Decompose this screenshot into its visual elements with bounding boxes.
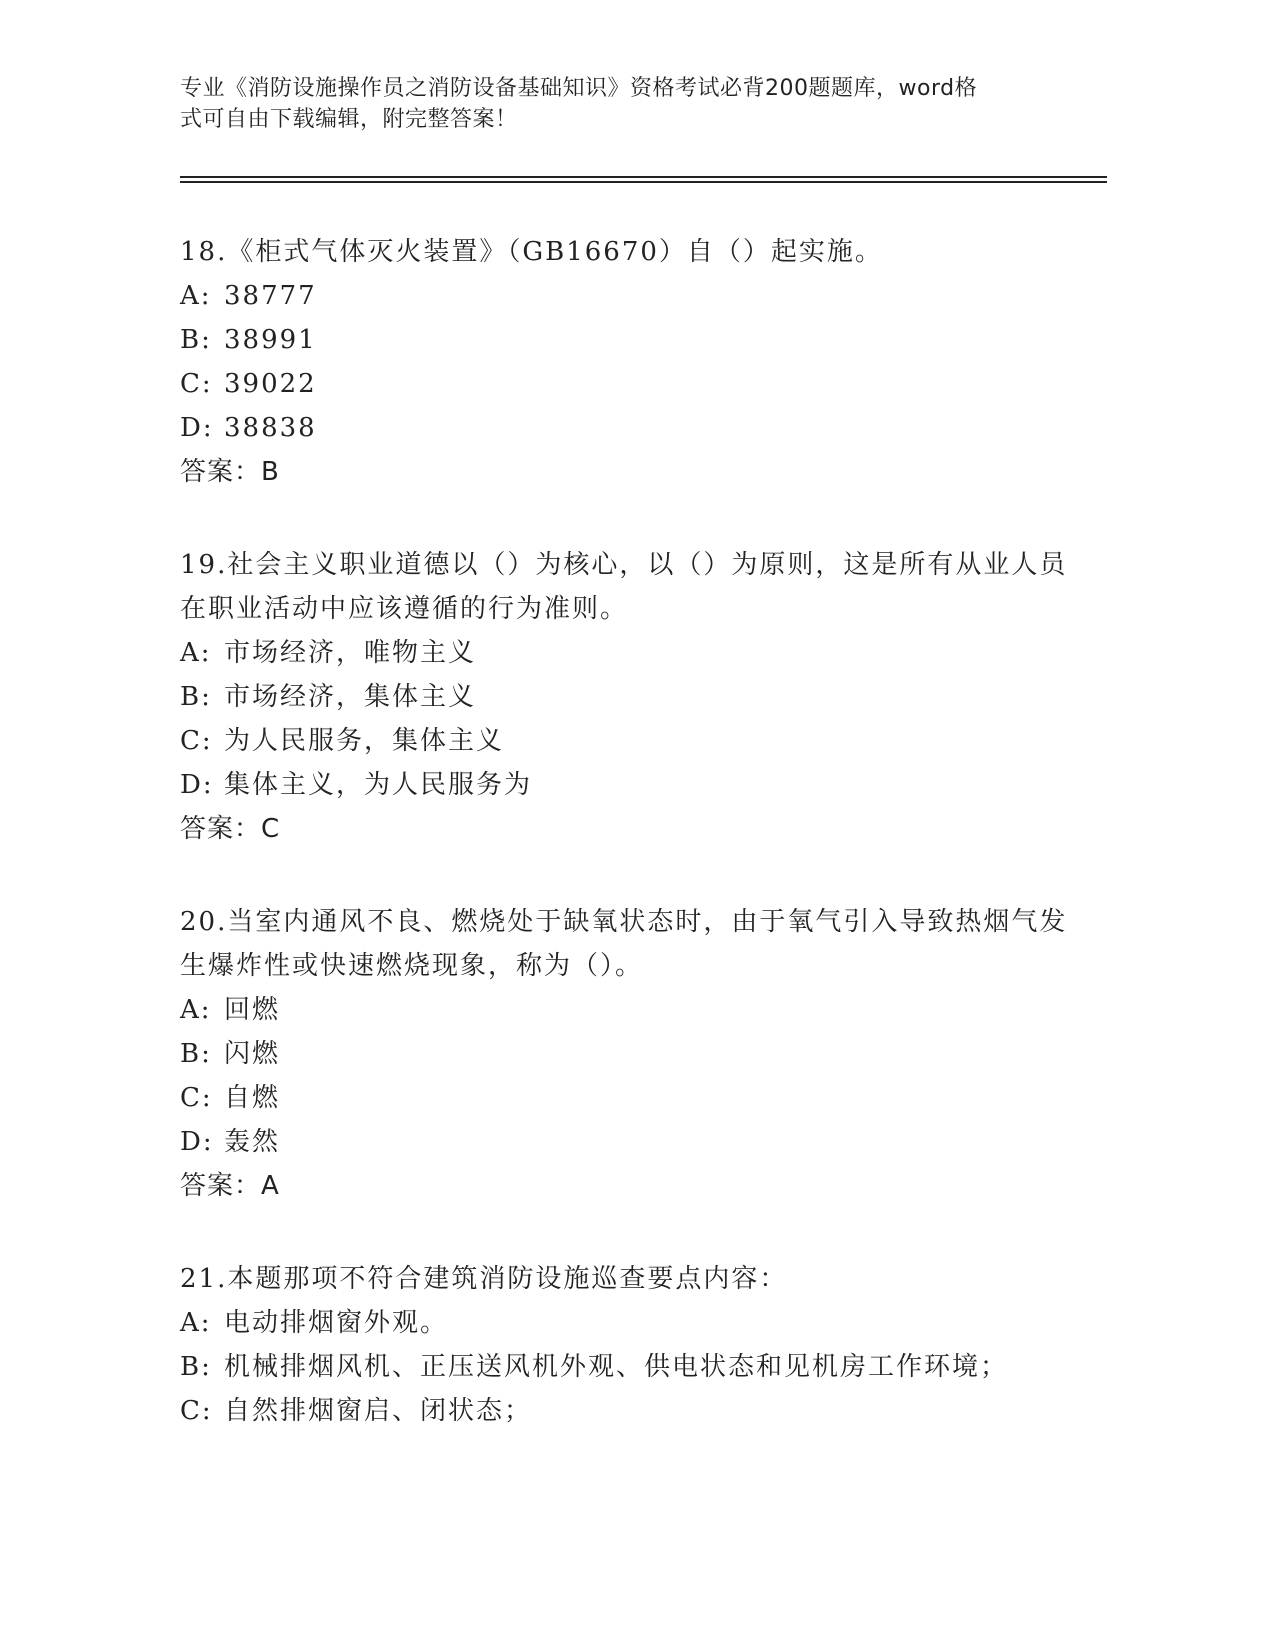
question-text: 21.本题那项不符合建筑消防设施巡查要点内容： bbox=[180, 1264, 788, 1294]
option-b bbox=[180, 675, 1080, 719]
option-text: 自燃 bbox=[224, 1083, 281, 1113]
header-line-1: 专业《消防设施操作员之消防设备基础知识》资格考试必背200题题库，word格 bbox=[180, 76, 978, 101]
question-20 bbox=[180, 900, 1080, 1208]
option-text: 市场经济，集体主义 bbox=[224, 682, 477, 712]
option-key: C: bbox=[180, 1083, 213, 1113]
option-d bbox=[180, 406, 1080, 450]
answer-label: 答案：C bbox=[180, 814, 281, 844]
option-a bbox=[180, 631, 1080, 675]
option-b bbox=[180, 1032, 1080, 1076]
option-d bbox=[180, 1120, 1080, 1164]
option-key: C: bbox=[180, 726, 213, 756]
option-text: 38838 bbox=[224, 413, 317, 443]
option-key: A: bbox=[180, 638, 212, 668]
question-text: 19.社会主义职业道德以（）为核心，以（）为原则，这是所有从业人员在职业活动中应该遵循的行为准则。 bbox=[180, 550, 1068, 624]
option-text: 自然排烟窗启、闭状态； bbox=[224, 1396, 533, 1426]
option-key: B: bbox=[180, 325, 212, 355]
option-key: C: bbox=[180, 1396, 213, 1426]
document-header bbox=[180, 73, 1060, 135]
option-c bbox=[180, 719, 1080, 763]
option-key: A: bbox=[180, 995, 212, 1025]
option-text: 38777 bbox=[224, 281, 317, 311]
question-21 bbox=[180, 1257, 1080, 1433]
question-text: 18.《柜式气体灭火装置》（GB16670）自（）起实施。 bbox=[180, 237, 883, 267]
option-key: D: bbox=[180, 770, 214, 800]
answer-label: 答案：B bbox=[180, 457, 280, 487]
option-text: 38991 bbox=[224, 325, 317, 355]
header-divider-top bbox=[180, 176, 1107, 178]
option-key: B: bbox=[180, 1039, 212, 1069]
option-key: D: bbox=[180, 413, 214, 443]
option-text: 回燃 bbox=[224, 995, 281, 1025]
option-text: 闪燃 bbox=[224, 1039, 281, 1069]
option-c bbox=[180, 1076, 1080, 1120]
option-c bbox=[180, 362, 1080, 406]
option-b bbox=[180, 1345, 1080, 1389]
option-text: 39022 bbox=[224, 369, 317, 399]
option-text: 电动排烟窗外观。 bbox=[224, 1308, 449, 1338]
header-divider-bottom bbox=[180, 181, 1107, 183]
option-key: B: bbox=[180, 1352, 212, 1382]
option-text: 市场经济，唯物主义 bbox=[224, 638, 477, 668]
option-text: 机械排烟风机、正压送风机外观、供电状态和见机房工作环境； bbox=[224, 1352, 1009, 1382]
question-text: 20.当室内通风不良、燃烧处于缺氧状态时，由于氧气引入导致热烟气发生爆炸性或快速燃烧现象，称为（）。 bbox=[180, 907, 1068, 981]
option-a bbox=[180, 988, 1080, 1032]
option-b bbox=[180, 318, 1080, 362]
option-key: B: bbox=[180, 682, 212, 712]
option-text: 轰然 bbox=[224, 1127, 281, 1157]
header-line-2: 式可自由下载编辑，附完整答案！ bbox=[180, 107, 518, 132]
option-text: 为人民服务，集体主义 bbox=[224, 726, 505, 756]
option-key: A: bbox=[180, 281, 212, 311]
option-a bbox=[180, 274, 1080, 318]
option-c bbox=[180, 1389, 1080, 1433]
question-19 bbox=[180, 543, 1080, 851]
answer-label: 答案：A bbox=[180, 1171, 280, 1201]
option-a bbox=[180, 1301, 1080, 1345]
option-key: C: bbox=[180, 369, 213, 399]
question-list bbox=[180, 230, 1080, 1482]
option-d bbox=[180, 763, 1080, 807]
option-key: D: bbox=[180, 1127, 214, 1157]
question-18 bbox=[180, 230, 1080, 494]
option-key: A: bbox=[180, 1308, 212, 1338]
option-text: 集体主义，为人民服务为 bbox=[224, 770, 533, 800]
